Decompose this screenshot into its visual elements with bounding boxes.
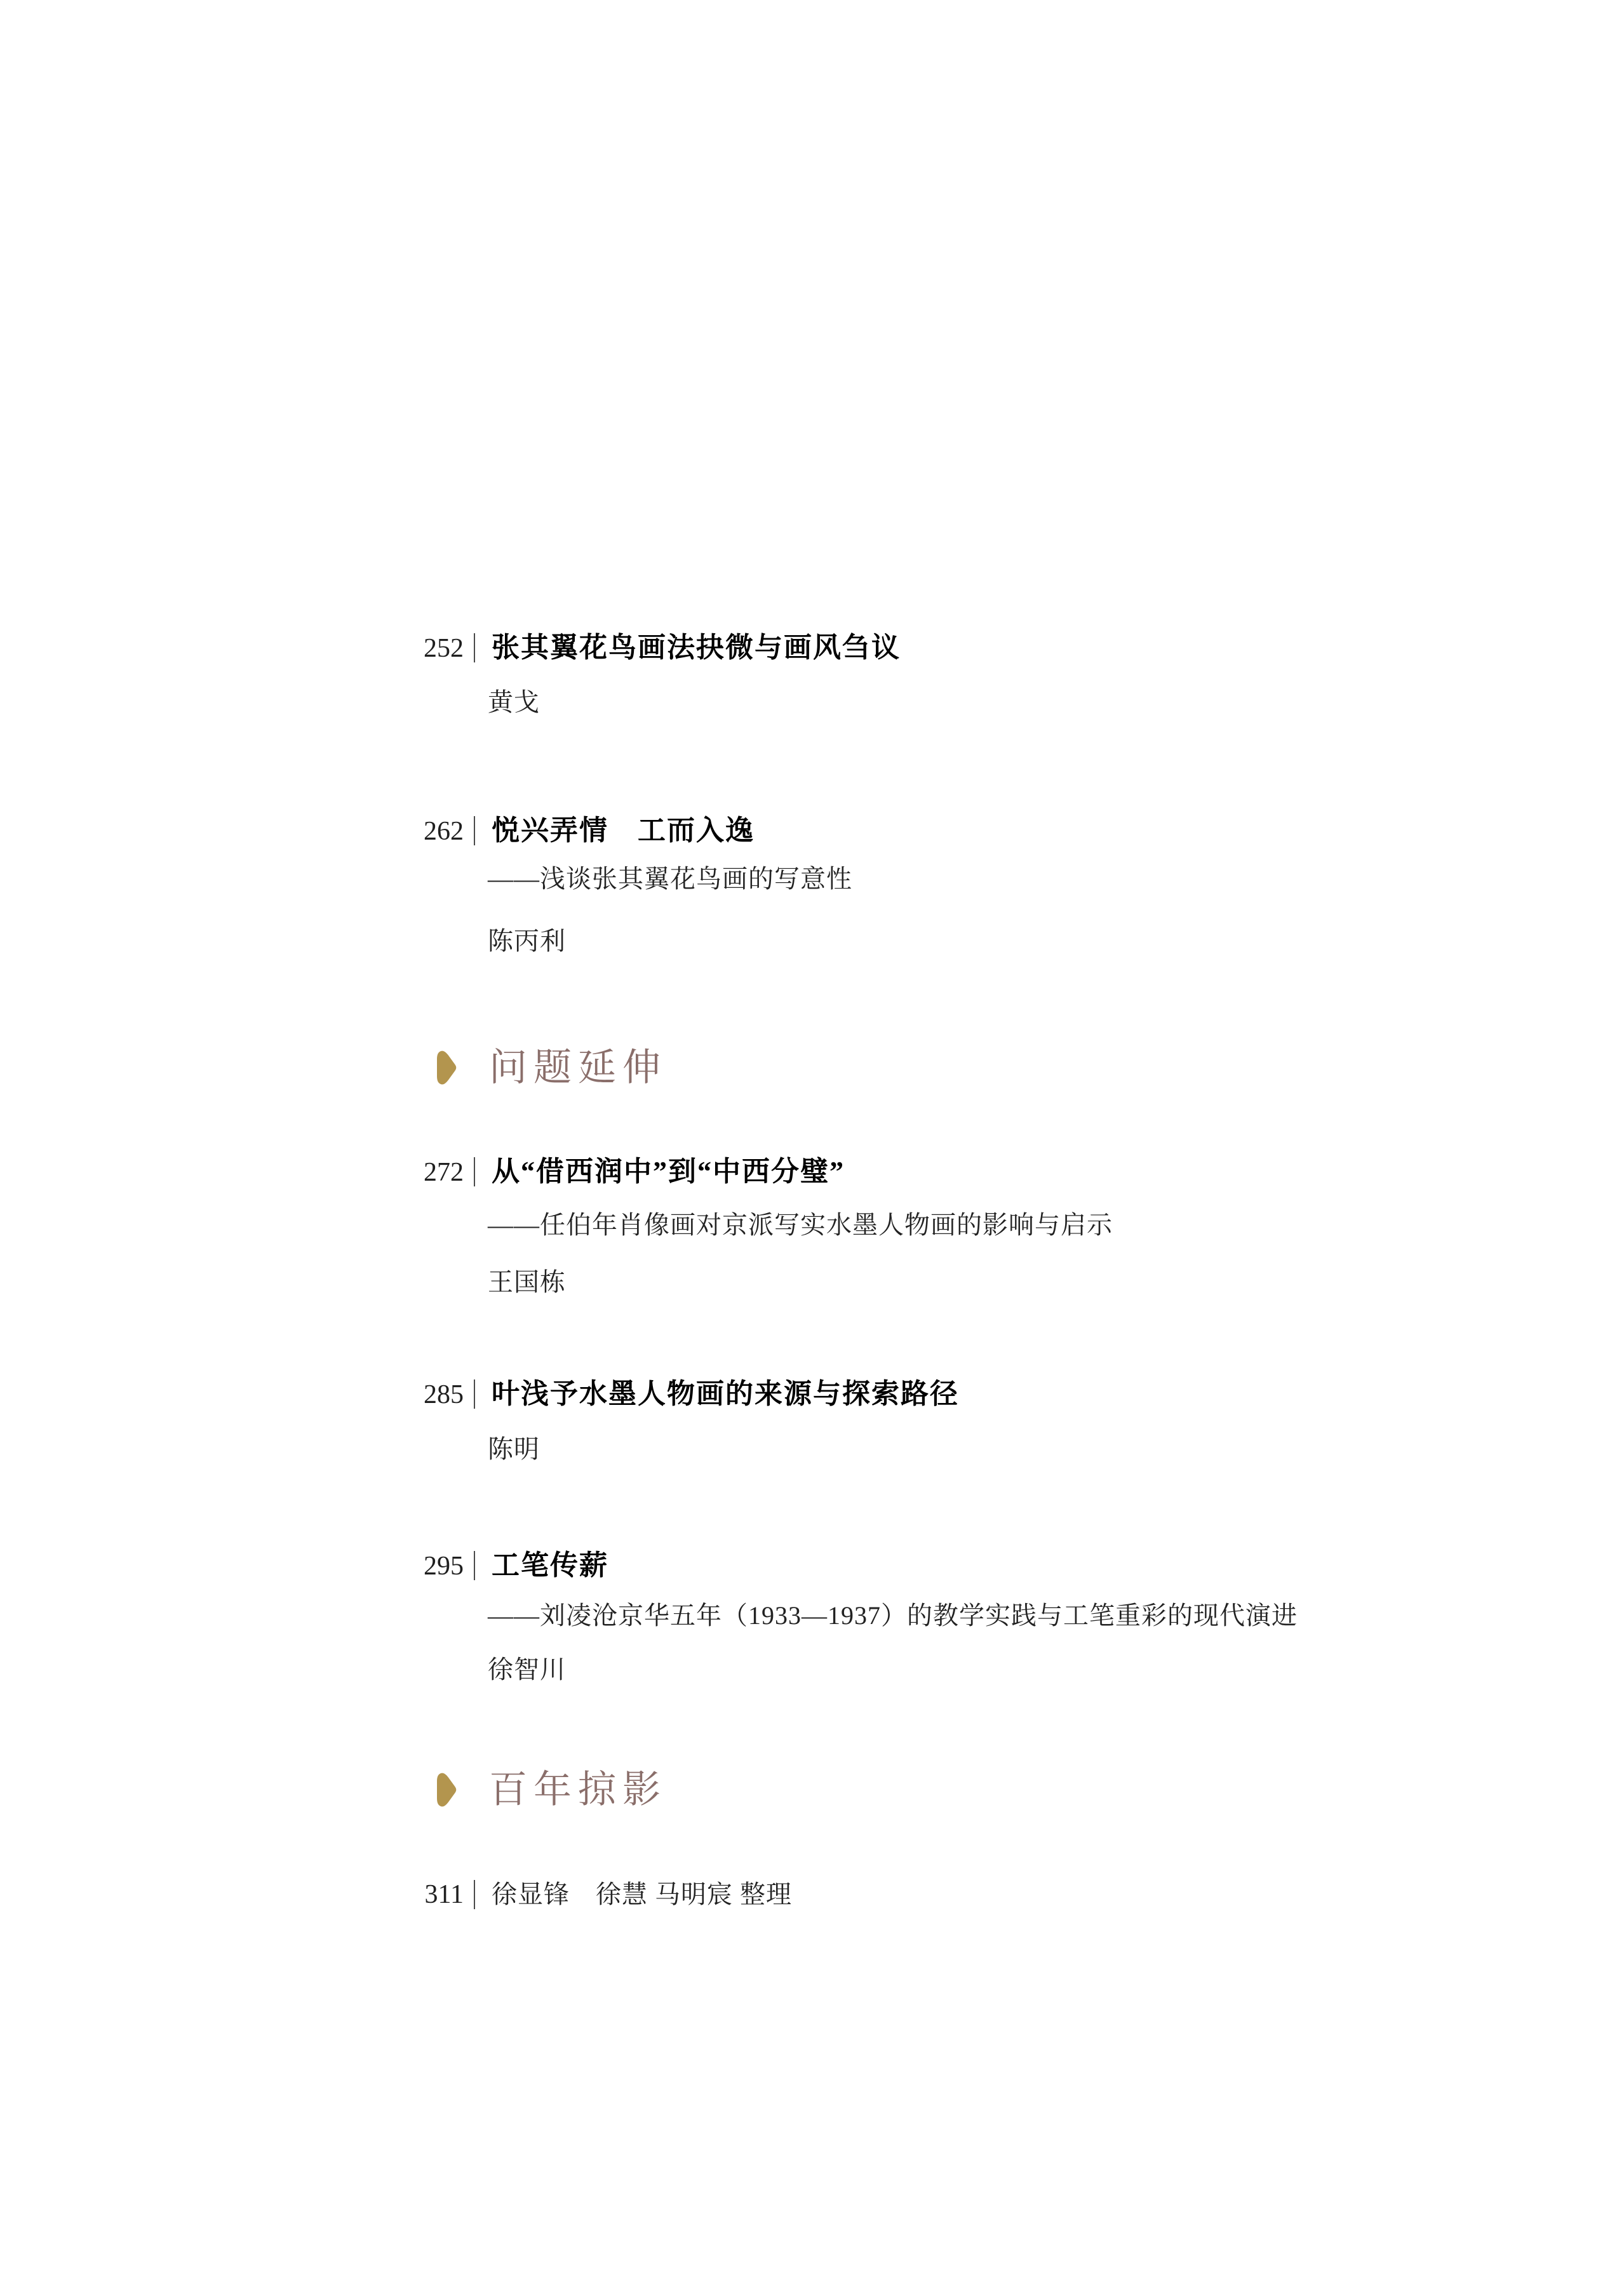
entry-authors: 徐智川 bbox=[488, 1655, 566, 1684]
section-marker-icon bbox=[436, 1050, 457, 1085]
entry-title: 叶浅予水墨人物画的来源与探索路径 bbox=[492, 1378, 959, 1409]
separator-bar bbox=[474, 1880, 475, 1909]
page-number: 262 bbox=[424, 817, 464, 846]
entry-authors: 黄戈 bbox=[488, 688, 540, 716]
entry-title: 张其翼花鸟画法抉微与画风刍议 bbox=[492, 632, 901, 663]
separator-bar bbox=[474, 1379, 475, 1409]
separator-bar bbox=[474, 816, 475, 845]
section-title: 问题延伸 bbox=[489, 1047, 667, 1089]
toc-entry bbox=[414, 1550, 608, 1582]
section-title: 百年掠影 bbox=[489, 1769, 667, 1811]
page-number: 272 bbox=[424, 1158, 464, 1187]
separator-bar bbox=[474, 1551, 475, 1580]
separator-bar bbox=[474, 1157, 475, 1186]
entry-title: 工笔传薪 bbox=[492, 1550, 608, 1581]
section-marker-icon bbox=[436, 1772, 457, 1808]
section-header bbox=[436, 1767, 667, 1813]
toc-entry bbox=[414, 632, 901, 664]
entry-subtitle: ——任伯年肖像画对京派写实水墨人物画的影响与启示 bbox=[488, 1211, 1113, 1239]
separator-bar bbox=[474, 633, 475, 662]
entry-authors: 王国栋 bbox=[488, 1268, 566, 1296]
entry-subtitle: ——浅谈张其翼花鸟画的写意性 bbox=[488, 864, 852, 893]
entry-title: 悦兴弄情 工而入逸 bbox=[492, 815, 755, 846]
page-number: 311 bbox=[424, 1880, 464, 1909]
entry-authors: 陈明 bbox=[488, 1435, 540, 1463]
entry-subtitle: ——刘凌沧京华五年（1933—1937）的教学实践与工笔重彩的现代演进 bbox=[488, 1601, 1298, 1630]
toc-entry bbox=[414, 1156, 845, 1188]
toc-entry bbox=[414, 1880, 792, 1909]
entry-compilers: 徐显锋 徐慧 马明宸 整理 bbox=[492, 1880, 792, 1909]
entry-title: 从“借西润中”到“中西分璧” bbox=[492, 1156, 845, 1187]
page-number: 295 bbox=[424, 1552, 464, 1581]
page-number: 285 bbox=[424, 1380, 464, 1409]
toc-entry bbox=[414, 815, 755, 847]
entry-authors: 陈丙利 bbox=[488, 927, 566, 955]
toc-entry bbox=[414, 1378, 959, 1411]
page-number: 252 bbox=[424, 634, 464, 663]
section-header bbox=[436, 1045, 667, 1091]
